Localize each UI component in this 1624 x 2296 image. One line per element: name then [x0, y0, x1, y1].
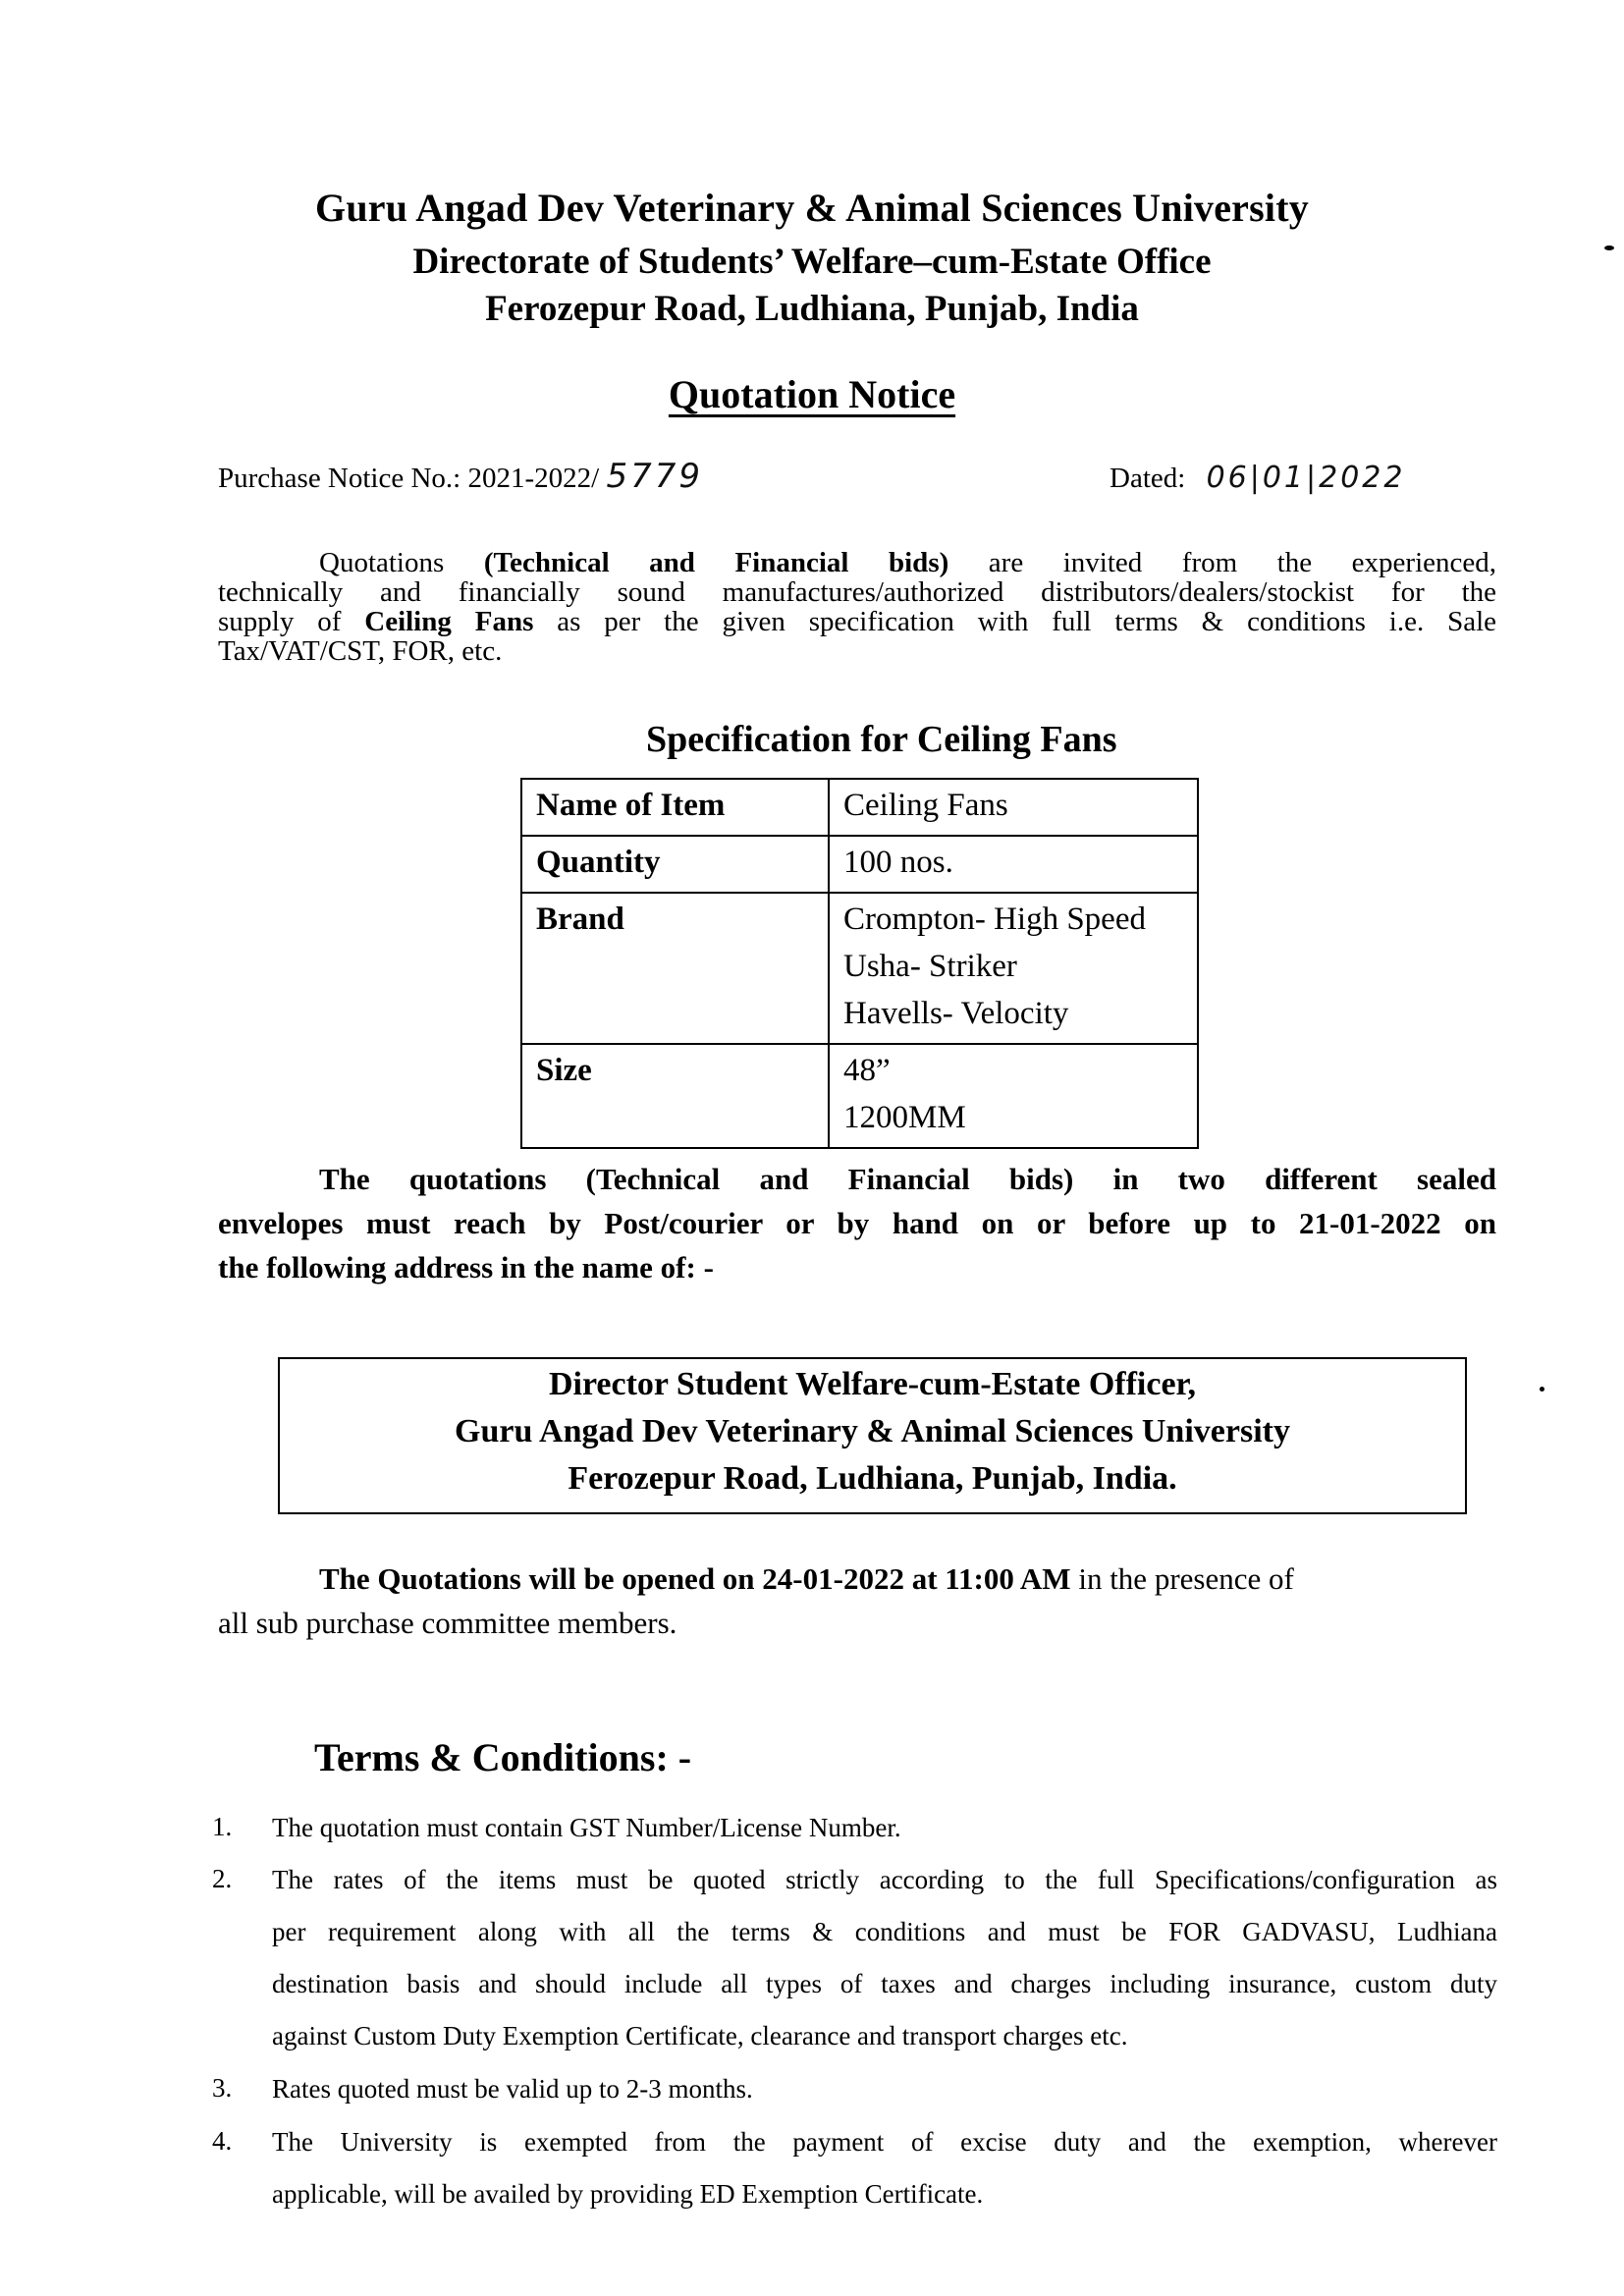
spec-key: Name of Item	[521, 779, 829, 836]
address-line: Ferozepur Road, Ludhiana, Punjab, India.	[568, 1460, 1177, 1497]
intro-text: as per the given specification with full terms & conditions i.e. Sale	[533, 606, 1497, 637]
spec-value-line: Usha- Striker	[843, 949, 1017, 984]
term-item	[272, 2116, 1497, 2220]
term-line: applicable, will be availed by providing ED Exemption Certificate.	[272, 2179, 984, 2209]
opening-paragraph	[218, 1557, 1496, 1645]
spec-value	[829, 836, 1198, 893]
intro-text: Quotations	[319, 547, 484, 578]
intro-line	[218, 577, 1496, 607]
spec-row	[521, 836, 1198, 893]
purchase-notice-label: Purchase Notice No.: 2021-2022/	[218, 463, 600, 494]
intro-paragraph	[218, 548, 1496, 666]
term-item	[272, 1802, 1497, 1854]
handwritten-date: 06|01|2022	[1206, 461, 1406, 495]
notice-title: Quotation Notice	[668, 372, 956, 416]
intro-bold-text: Ceiling Fans	[364, 606, 534, 637]
term-line: Rates quoted must be valid up to 2-3 months.	[272, 2074, 753, 2104]
term-line: per requirement along with all the terms & conditions and must be FOR GADVASU, Ludhiana	[272, 1917, 1497, 1946]
intro-text: Tax/VAT/CST, FOR, etc.	[218, 635, 503, 667]
purchase-notice-number	[218, 457, 703, 496]
intro-text: technically and financially sound manufactures/authorized distributors/dealers/stockist for the	[218, 576, 1496, 608]
spec-value-line: Crompton- High Speed	[843, 902, 1146, 937]
opening-line-2: all sub purchase committee members.	[218, 1606, 677, 1640]
terms-title: Terms & Conditions: -	[314, 1735, 692, 1779]
term-item	[272, 2063, 1497, 2115]
spec-value-line: Havells- Velocity	[843, 996, 1069, 1031]
intro-line	[218, 548, 1496, 577]
intro-line	[218, 636, 1496, 666]
specification-title: Specification for Ceiling Fans	[646, 719, 1117, 760]
scan-speck	[1540, 1387, 1544, 1392]
submission-paragraph	[218, 1157, 1496, 1289]
spec-key: Quantity	[521, 836, 829, 893]
spec-value	[829, 779, 1198, 836]
spec-key: Size	[521, 1044, 829, 1148]
term-line: The University is exempted from the payment of excise duty and the exemption, wherever	[272, 2127, 1497, 2157]
term-line: The rates of the items must be quoted strictly according to the full Specifications/configuration as	[272, 1865, 1497, 1894]
scan-speck	[1604, 246, 1614, 250]
university-name: Guru Angad Dev Veterinary & Animal Sciences University	[315, 186, 1309, 230]
term-number: 2.	[212, 1864, 233, 1893]
submission-line: The quotations (Technical and Financial bids) in two different sealed	[319, 1162, 1496, 1196]
spec-value-line: 100 nos.	[843, 845, 953, 880]
university-address: Ferozepur Road, Ludhiana, Punjab, India	[485, 289, 1139, 329]
spec-value-line: 48”	[843, 1053, 891, 1088]
directorate-name: Directorate of Students’ Welfare–cum-Estate Office	[412, 242, 1212, 282]
intro-text: are invited from the experienced,	[948, 547, 1496, 578]
term-number: 1.	[212, 1812, 233, 1841]
intro-line	[218, 607, 1496, 636]
opening-line-1	[218, 1557, 1496, 1601]
address-line: Director Student Welfare-cum-Estate Officer,	[548, 1366, 1197, 1402]
dated-label: Dated:	[1110, 463, 1186, 494]
submission-line: envelopes must reach by Post/courier or by hand on or before up to 21-01-2022 on	[218, 1206, 1496, 1240]
submission-line: the following address in the name of: -	[218, 1250, 714, 1285]
notice-date	[1110, 461, 1406, 495]
notice-title-wrap	[0, 371, 1624, 417]
spec-row	[521, 1044, 1198, 1148]
opening-rest: in the presence of	[1070, 1561, 1294, 1596]
term-line: against Custom Duty Exemption Certificate, clearance and transport charges etc.	[272, 2021, 1128, 2050]
spec-value	[829, 1044, 1198, 1148]
specification-table	[520, 778, 1199, 1149]
address-line: Guru Angad Dev Veterinary & Animal Sciences University	[455, 1413, 1290, 1449]
term-item	[272, 1854, 1497, 2062]
term-line: The quotation must contain GST Number/License Number.	[272, 1813, 901, 1842]
spec-value	[829, 893, 1198, 1044]
handwritten-notice-number: 5779	[606, 457, 703, 496]
intro-bold-text: (Technical and Financial bids)	[483, 547, 949, 578]
term-line: destination basis and should include all types of taxes and charges including insurance, custom duty	[272, 1969, 1497, 1998]
term-number: 4.	[212, 2126, 233, 2156]
spec-row	[521, 893, 1198, 1044]
address-box	[278, 1357, 1467, 1514]
spec-value-line: Ceiling Fans	[843, 788, 1008, 823]
spec-key: Brand	[521, 893, 829, 1044]
term-number: 3.	[212, 2073, 233, 2103]
spec-value-line: 1200MM	[843, 1100, 966, 1135]
spec-row	[521, 779, 1198, 836]
intro-text: supply of	[218, 606, 365, 637]
opening-date-time: The Quotations will be opened on 24-01-2022 at 11:00 AM	[319, 1561, 1071, 1596]
